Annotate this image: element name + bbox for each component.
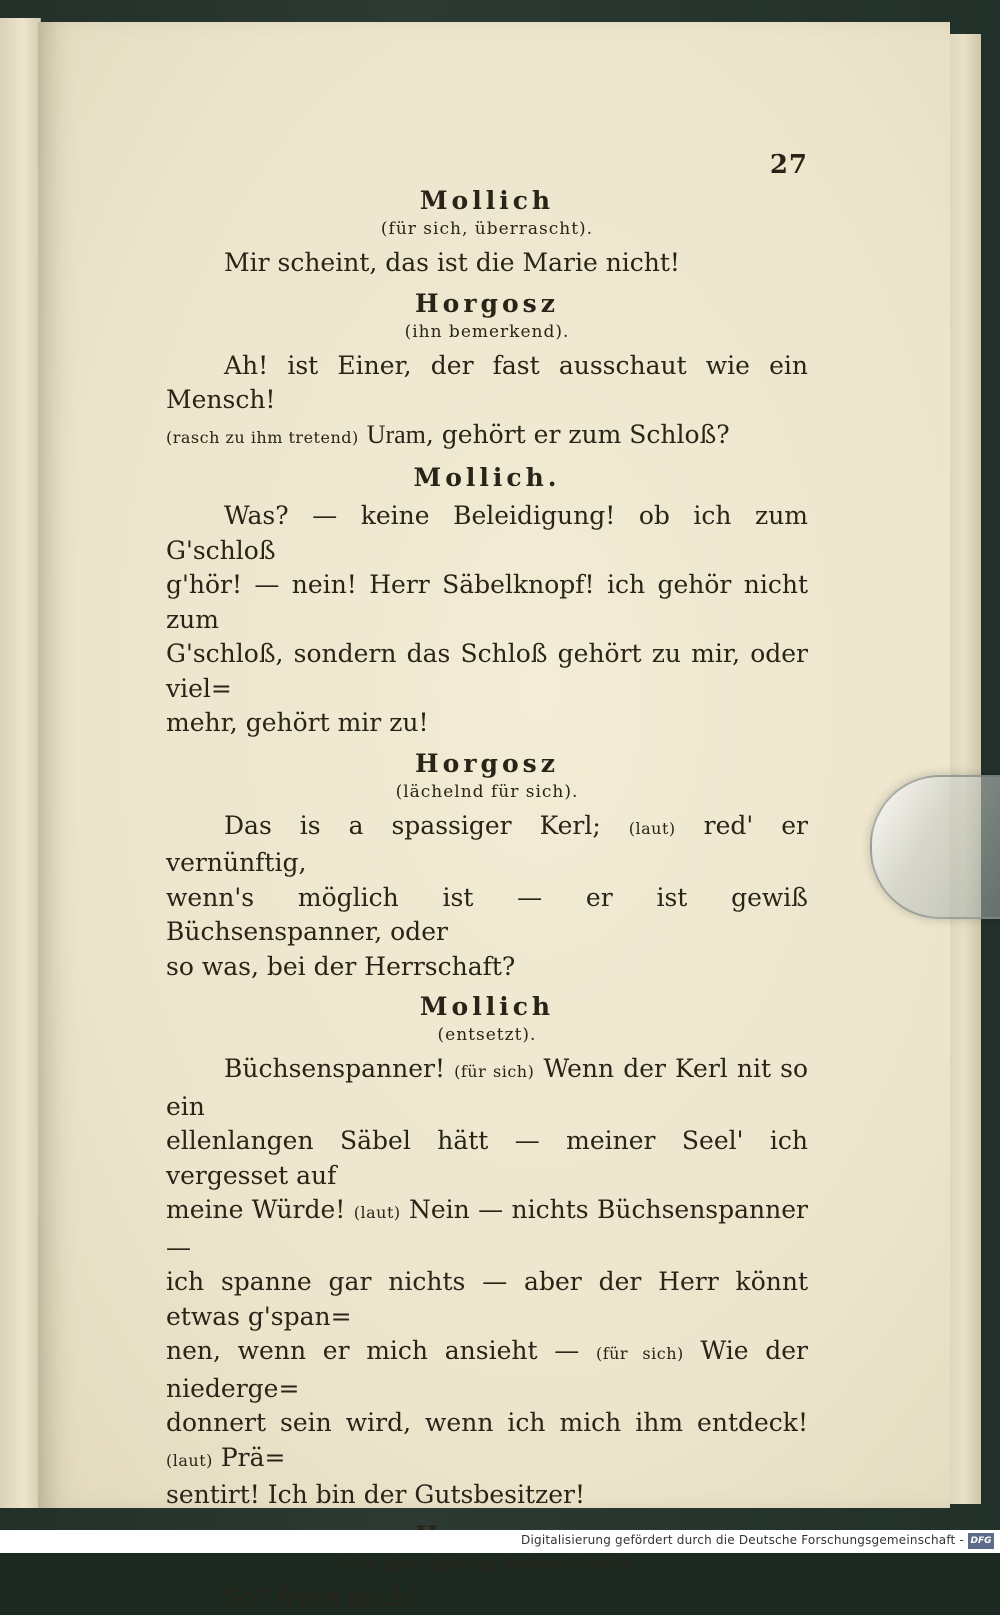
dialogue-line [166,950,808,985]
stage-direction: (für sich, überrascht). [166,216,808,242]
line-text: So? freut mich! [224,1583,419,1612]
line-text: ich spanne gar nichts — aber der Herr könnt etwas g'span= [166,1267,808,1331]
line-text: Mir scheint, das ist die Marie nicht! [224,248,680,277]
dialogue-line [166,1265,808,1334]
inline-stage-direction: (für sich) [454,1062,534,1081]
line-text: sentirt! Ich bin der Gutsbesitzer! [166,1480,585,1509]
dialogue [166,150,808,1615]
line-text: nen, wenn er mich ansieht — [166,1336,596,1365]
line-text: G'schloß, sondern das Schloß gehört zu mir, oder viel= [166,639,808,703]
dialogue-line [166,1478,808,1513]
line-text: meine Würde! [166,1195,354,1224]
dialogue-line [166,1193,808,1265]
dialogue-line [166,881,808,950]
line-text: Prä= [213,1443,286,1472]
stage-direction: (ihn bemerkend). [166,319,808,345]
speaker-name: Horgosz [166,289,808,319]
glass-page-holder [870,775,1000,919]
dialogue-line [166,1124,808,1193]
dialogue-line [166,1581,808,1615]
line-text: red' er vernünftig, [166,811,808,878]
dialogue-line [166,499,808,568]
line-text: Wenn der Kerl nit so ein [166,1054,808,1121]
inline-stage-direction: (rasch zu ihm tretend) [166,428,359,447]
speaker-name: Horgosz [166,749,808,779]
stage-direction: (ihn gleichgültig betrachtend). [166,1551,808,1577]
dialogue-line [166,1052,808,1124]
dialogue-line [166,706,808,741]
dialogue-line [166,349,808,418]
speaker-name: Mollich [166,992,808,1022]
line-text: Ah! ist Einer, der fast ausschaut wie ein Mensch! [166,351,808,415]
line-text: g'hör! — nein! Herr Säbelknopf! ich gehör nicht zum [166,570,808,634]
stage-direction: (lächelnd für sich). [166,779,808,805]
dialogue-line [166,637,808,706]
dialogue-line [166,568,808,637]
speaker-name: Mollich [166,186,808,216]
line-text: mehr, gehört mir zu! [166,708,429,737]
dialogue-line [166,246,808,281]
dialogue-line [166,1406,808,1478]
inline-stage-direction: (laut) [354,1203,401,1222]
line-text: ellenlangen Säbel hätt — meiner Seel' ich vergesset auf [166,1126,808,1190]
dialogue-line [166,809,808,881]
line-text [359,420,367,449]
line-text: Nein — nichts Büchsenspanner — [166,1195,808,1262]
dfg-logo: DFG [968,1533,994,1549]
dialogue-line [166,418,808,456]
dialogue-line [166,1334,808,1406]
latin-word: Uram [367,420,426,449]
speaker-name: Mollich. [166,463,808,493]
inline-stage-direction: (laut) [629,819,676,838]
footer-bar [0,1530,1000,1553]
line-text: Wie der niederge= [166,1336,808,1403]
line-text: Was? — keine Beleidigung! ob ich zum G'schloß [166,501,808,565]
left-page-edge [0,18,41,1508]
page-number: 27 [770,150,808,180]
line-text: wenn's möglich ist — er ist gewiß Büchsenspanner, oder [166,883,808,947]
inline-stage-direction: (für sich) [596,1344,684,1363]
footer-credit: Digitalisierung gefördert durch die Deutsche Forschungsgemeinschaft - [521,1533,964,1547]
line-text: donnert sein wird, wenn ich mich ihm entdeck! [166,1408,808,1437]
line-text: Das is a spassiger Kerl; [224,811,629,840]
stage-direction: (entsetzt). [166,1022,808,1048]
inline-stage-direction: (laut) [166,1451,213,1470]
line-text: so was, bei der Herrschaft? [166,952,515,981]
line-text: Büchsenspanner! [224,1054,454,1083]
line-text: , gehört er zum Schloß? [426,420,730,449]
right-page-edge [946,34,981,1504]
page-content [166,150,808,1615]
